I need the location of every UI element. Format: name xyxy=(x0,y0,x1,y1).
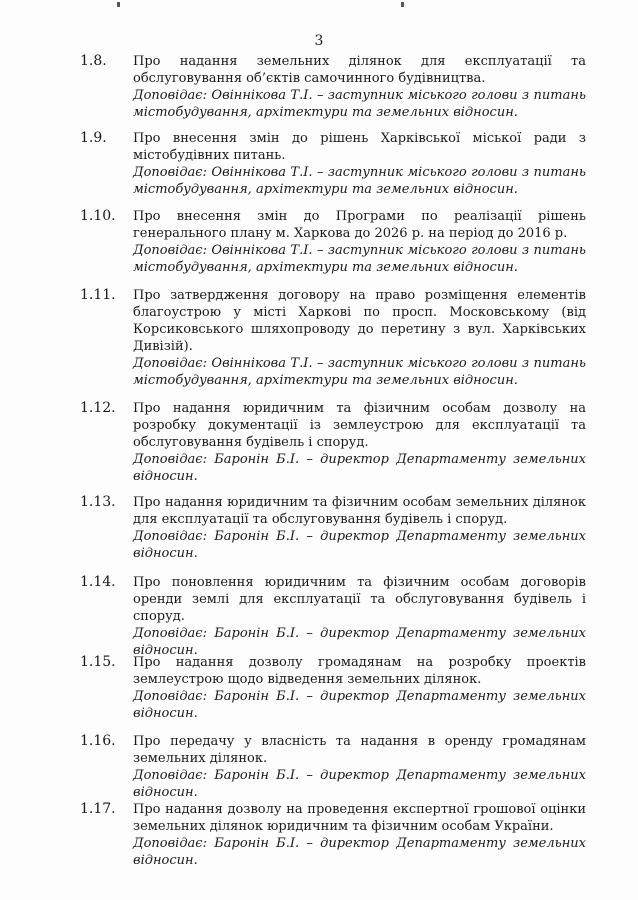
item-number: 1.13. xyxy=(80,494,116,510)
item-body xyxy=(133,400,586,485)
item-body xyxy=(133,53,586,121)
item-body xyxy=(133,801,586,869)
item-number: 1.12. xyxy=(80,400,116,416)
item-speaker: Доповідає: Баронін Б.І. – директор Департаменту земельних відносин. xyxy=(133,689,586,721)
item-title: Про внесення змін до Програми по реалізації рішень генерального плану м. Харкова до 2026 р. на період до 2016 р. xyxy=(133,209,586,241)
item-body xyxy=(133,654,586,722)
item-speaker: Доповідає: Баронін Б.І. – директор Департаменту земельних відносин. xyxy=(133,626,586,658)
item-body xyxy=(133,130,586,198)
item-title: Про передачу у власність та надання в оренду громадянам земельних ділянок. xyxy=(133,734,586,766)
item-body xyxy=(133,574,586,659)
item-title: Про надання юридичним та фізичним особам земельних ділянок для експлуатації та обслуговування будівель і споруд. xyxy=(133,495,586,527)
item-title: Про надання дозволу на проведення експертної грошової оцінки земельних ділянок юридичним та фізичним особам України. xyxy=(133,802,586,834)
item-title: Про затвердження договору на право розміщення елементів благоустрою у місті Харкові по просп. Московському (від Корсиковського шляхопроводу до перетину з вул. Харківських Дивізій). xyxy=(133,288,586,354)
item-speaker: Доповідає: Баронін Б.І. – директор Департаменту земельних відносин. xyxy=(133,529,586,561)
scan-mark-right xyxy=(401,2,404,7)
item-body xyxy=(133,287,586,389)
item-speaker: Доповідає: Овіннікова Т.І. – заступник міського голови з питань містобудування, архітектури та земельних відносин. xyxy=(133,165,586,197)
item-number: 1.15. xyxy=(80,654,116,670)
item-speaker: Доповідає: Овіннікова Т.І. – заступник міського голови з питань містобудування, архітектури та земельних відносин. xyxy=(133,88,586,120)
item-speaker: Доповідає: Баронін Б.І. – директор Департаменту земельних відносин. xyxy=(133,768,586,800)
scan-mark-left xyxy=(117,2,120,7)
item-number: 1.11. xyxy=(80,287,116,303)
item-number: 1.10. xyxy=(80,208,116,224)
item-speaker: Доповідає: Овіннікова Т.І. – заступник міського голови з питань містобудування, архітектури та земельних відносин. xyxy=(133,356,586,388)
item-title: Про надання земельних ділянок для експлуатації та обслуговування об’єктів самочинного будівництва. xyxy=(133,54,586,86)
item-title: Про надання юридичним та фізичним особам дозволу на розробку документації із землеустрою для експлуатації та обслуговування будівель і споруд. xyxy=(133,401,586,450)
item-title: Про поновлення юридичним та фізичним особам договорів оренди землі для експлуатації та обслуговування будівель і споруд. xyxy=(133,575,586,624)
item-body xyxy=(133,494,586,562)
item-number: 1.14. xyxy=(80,574,116,590)
item-title: Про внесення змін до рішень Харківської міської ради з містобудівних питань. xyxy=(133,131,586,163)
item-number: 1.9. xyxy=(80,130,107,146)
item-number: 1.17. xyxy=(80,801,116,817)
item-speaker: Доповідає: Овіннікова Т.І. – заступник міського голови з питань містобудування, архітектури та земельних відносин. xyxy=(133,243,586,275)
item-body xyxy=(133,208,586,276)
item-body xyxy=(133,733,586,801)
page-number: 3 xyxy=(314,33,324,49)
item-number: 1.8. xyxy=(80,53,107,69)
item-speaker: Доповідає: Баронін Б.І. – директор Департаменту земельних відносин. xyxy=(133,452,586,484)
item-title: Про надання дозволу громадянам на розробку проектів землеустрою щодо відведення земельних ділянок. xyxy=(133,655,586,687)
item-speaker: Доповідає: Баронін Б.І. – директор Департаменту земельних відносин. xyxy=(133,836,586,868)
item-number: 1.16. xyxy=(80,733,116,749)
